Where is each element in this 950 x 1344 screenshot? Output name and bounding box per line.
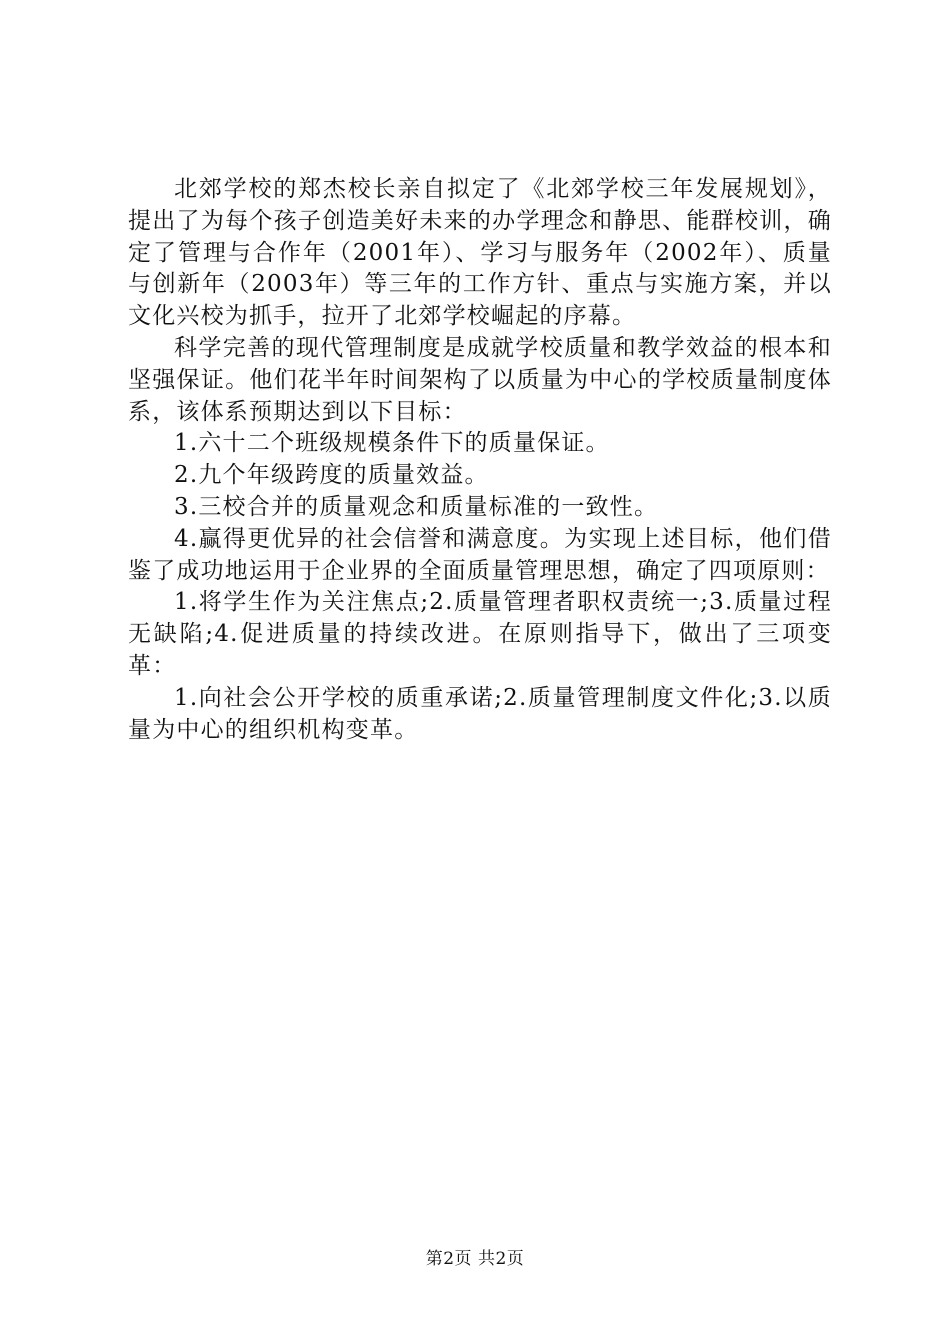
paragraph-management-system: 科学完善的现代管理制度是成就学校质量和教学效益的根本和坚强保证。他们花半年时间架构了以质量为中心的学校质量制度体系，该体系预期达到以下目标： bbox=[128, 334, 832, 425]
paragraph-principles: 1.将学生作为关注焦点;2.质量管理者职权责统一;3.质量过程无缺陷;4.促进质量的持续改进。在原则指导下，做出了三项变革： bbox=[128, 589, 832, 679]
document-body bbox=[128, 174, 832, 746]
list-item-goal-1: 1.六十二个班级规模条件下的质量保证。 bbox=[174, 430, 610, 457]
list-item-goal-2: 2.九个年级跨度的质量效益。 bbox=[174, 462, 489, 489]
paragraph-reforms: 1.向社会公开学校的质重承诺;2.质量管理制度文件化;3.以质量为中心的组织机构变革。 bbox=[128, 684, 832, 743]
list-item-goal-3: 3.三校合并的质量观念和质量标准的一致性。 bbox=[174, 493, 659, 520]
list-item-goal-4: 4.赢得更优异的社会信誉和满意度。为实现上述目标，他们借鉴了成功地运用于企业界的全面质量管理思想，确定了四项原则： bbox=[128, 525, 832, 584]
paragraph-development-plan: 北郊学校的郑杰校长亲自拟定了《北郊学校三年发展规划》，提出了为每个孩子创造美好未来的办学理念和静思、能群校训，确定了管理与合作年（2001年）、学习与服务年（2002年）、质量与创新年（2003年）等三年的工作方针、重点与实施方案，并以文化兴校为抓手，拉开了北郊学校崛起的序幕。 bbox=[128, 176, 832, 330]
page-number-footer: 第2页 共2页 bbox=[425, 1249, 525, 1269]
